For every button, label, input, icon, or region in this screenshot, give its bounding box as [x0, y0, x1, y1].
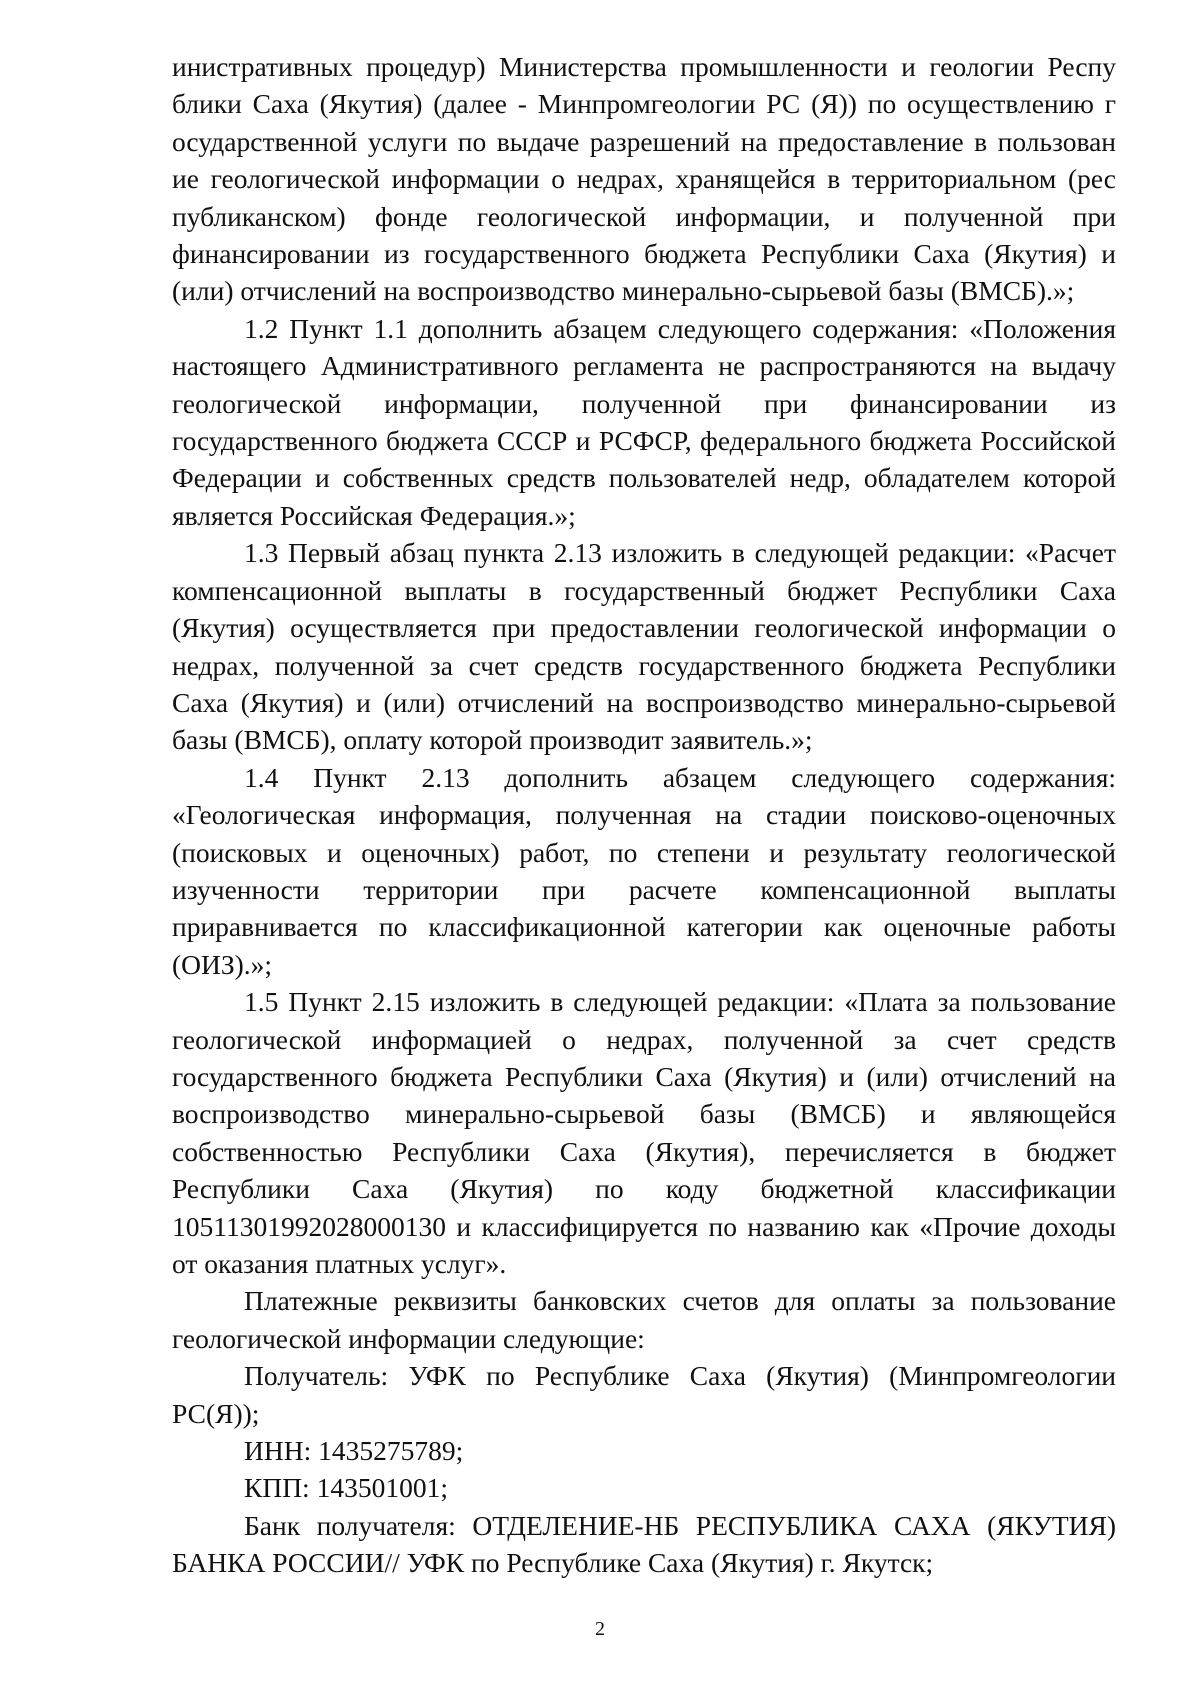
paragraph-kpp: КПП: 143501001; [244, 1472, 448, 1504]
paragraph-inn: ИНН: 1435275789; [244, 1435, 464, 1467]
paragraph-payment-details-intro: Платежные реквизиты банковских счетов для оплаты за пользование геологической информации следующие: [172, 1285, 1116, 1354]
paragraph-continuation: инистративных процедур) Министерства промышленности и геологии Респу блики Саха (Якутия) (далее - Минпромгеологии РС (Я)) по осуществлению г осударственной услуги по выдаче разрешений на предоставление в пользован ие геологической информации о недрах, хранящейся в территориальном (рес публиканском) фонде геологической информации, и полученной при финансировании из государственного бюджета Республики Саха (Якутия) и (или) отчислений на воспроизводство минерально-сырьевой базы (ВМСБ).»; [172, 51, 1116, 307]
paragraph-item-1-3: 1.3 Первый абзац пункта 2.13 изложить в следующей редакции: «Расчет компенсационной выплаты в государственный бюджет Республики Саха (Якутия) осуществляется при предоставлении геологической информации о недрах, полученной за счет средств государственного бюджета Республики Саха (Якутия) и (или) отчислений на воспроизводство минерально-сырьевой базы (ВМСБ), оплату которой производит заявитель.»; [172, 537, 1116, 756]
paragraph-item-1-2: 1.2 Пункт 1.1 дополнить абзацем следующего содержания: «Положения настоящего Административного регламента не распространяются на выдачу геологической информации, полученной при финансировании из государственного бюджета СССР и РСФСР, федерального бюджета Российской Федерации и собственных средств пользователей недр, обладателем которой является Российская Федерация.»; [172, 312, 1116, 531]
paragraph-recipient-bank: Банк получателя: ОТДЕЛЕНИЕ-НБ РЕСПУБЛИКА САХА (ЯКУТИЯ) БАНКА РОССИИ// УФК по Республике Саха (Якутия) г. Якутск; [172, 1509, 1116, 1579]
document-body [172, 48, 1116, 1582]
paragraph-item-1-4: 1.4 Пункт 2.13 дополнить абзацем следующего содержания: «Геологическая информация, полученная на стадии поисково-оценочных (поисковых и оценочных) работ, по степени и результату геологической изученности территории при расчете компенсационной выплаты приравнивается по классификационной категории как оценочные работы (ОИЗ).»; [172, 761, 1116, 980]
paragraph-recipient: Получатель: УФК по Республике Саха (Якутия) (Минпромгеологии РС(Я)); [172, 1360, 1116, 1429]
paragraph-item-1-5: 1.5 Пункт 2.15 изложить в следующей редакции: «Плата за пользование геологической информацией о недрах, полученной за счет средств государственного бюджета Республики Саха (Якутия) и (или) отчислений на воспроизводство минерально-сырьевой базы (ВМСБ) и являющейся собственностью Республики Саха (Якутия), перечисляется в бюджет Республики Саха (Якутия) по коду бюджетной классификации 10511301992028000130 и классифицируется по названию как «Прочие доходы от оказания платных услуг». [172, 986, 1116, 1279]
page-number: 2 [595, 1618, 605, 1640]
